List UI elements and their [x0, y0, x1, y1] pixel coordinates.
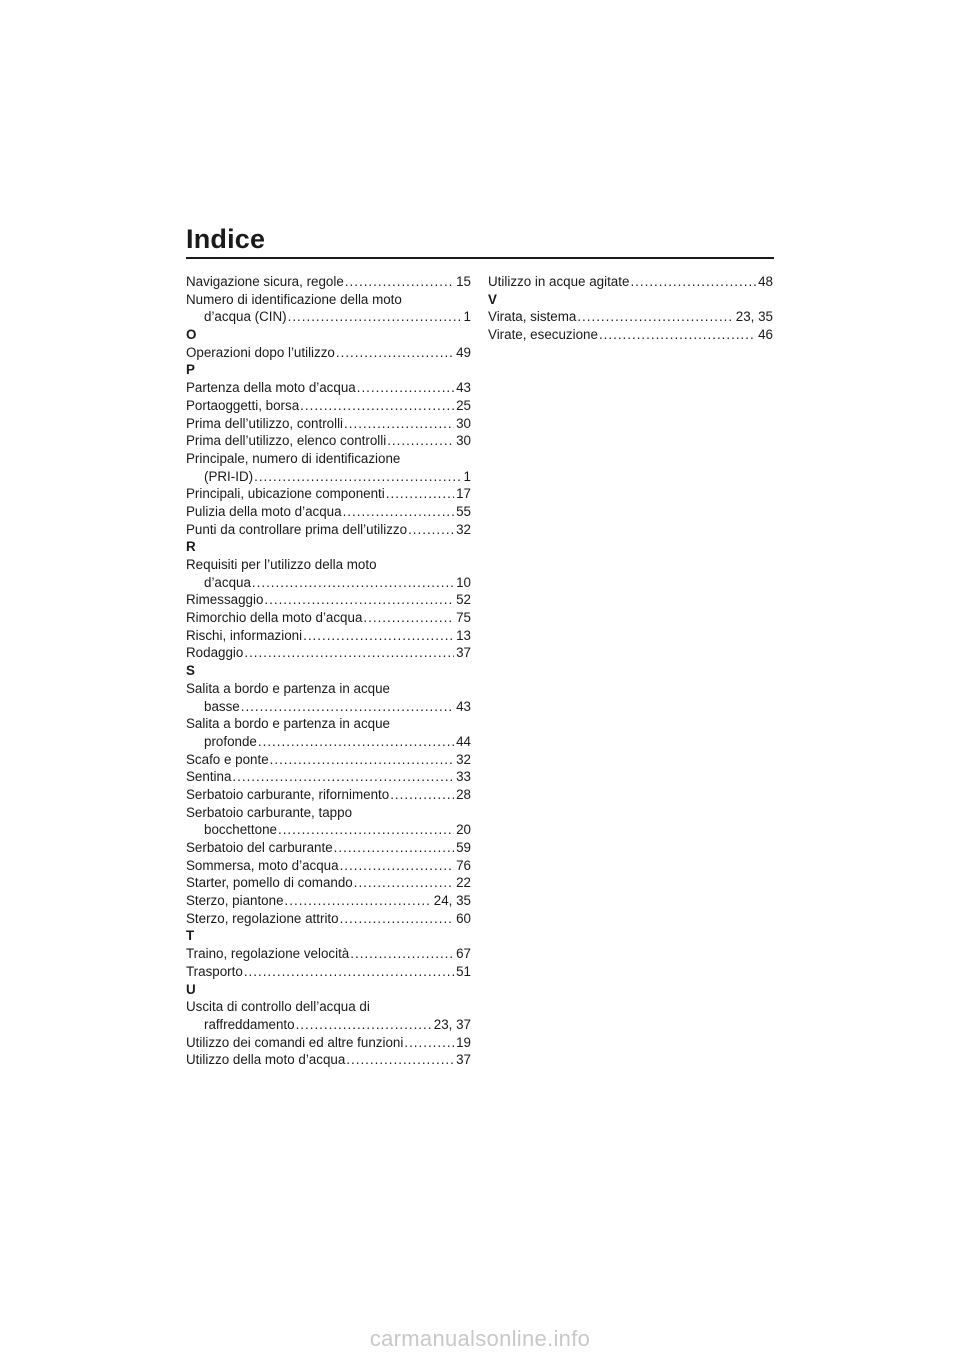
index-entry	[186, 627, 471, 645]
dot-leader	[244, 644, 454, 662]
index-entry-text: Sterzo, regolazione attrito	[186, 910, 339, 926]
index-entry	[186, 609, 471, 627]
index-entry-text: Salita a bordo e partenza in acque	[186, 716, 390, 732]
index-letter-t: T	[186, 928, 195, 944]
index-entry-text: Partenza della moto d’acqua	[186, 380, 356, 396]
dot-leader	[404, 1034, 454, 1052]
page-number: 1	[463, 309, 471, 325]
page-number: 23, 35	[735, 309, 773, 325]
index-entry-text: Rimessaggio	[186, 592, 264, 608]
title-rule	[186, 257, 774, 259]
index-letter-v: V	[488, 291, 497, 307]
index-entry	[186, 591, 471, 609]
index-entry	[186, 521, 471, 539]
dot-leader	[340, 910, 455, 928]
index-entry	[186, 415, 471, 433]
index-entry-text: raffreddamento	[204, 1016, 295, 1032]
index-entry	[186, 397, 471, 415]
page-number: 52	[456, 592, 471, 608]
index-entry	[186, 768, 471, 786]
page-number: 10	[456, 574, 471, 590]
index-entry	[186, 379, 471, 397]
index-entry	[186, 874, 471, 892]
page-number: 48	[758, 274, 773, 289]
index-entry	[186, 839, 471, 857]
dot-leader	[350, 945, 454, 963]
index-entry-text: Utilizzo dei comandi ed altre funzioni	[186, 1034, 404, 1050]
page-number: 44	[456, 733, 471, 749]
index-entry	[186, 432, 471, 450]
page-number: 59	[456, 840, 471, 855]
dot-leader	[241, 698, 454, 716]
index-entry	[186, 1051, 471, 1069]
dot-leader	[258, 733, 454, 751]
index-entry	[186, 857, 471, 875]
index-entry-text: Serbatoio carburante, tappo	[186, 804, 353, 820]
index-entry	[488, 273, 773, 291]
page-number: 55	[456, 503, 471, 519]
index-entry	[186, 892, 471, 910]
index-entry-text: Utilizzo in acque agitate	[488, 274, 630, 289]
page-number: 60	[456, 910, 471, 926]
dot-leader	[363, 609, 454, 627]
index-entry-text: Operazioni dopo l’utilizzo	[186, 344, 335, 360]
dot-leader	[386, 485, 454, 503]
index-entry-text: Prima dell’utilizzo, elenco controlli	[186, 433, 387, 449]
dot-leader	[577, 308, 733, 326]
dot-leader	[408, 521, 454, 539]
index-entry	[186, 291, 471, 326]
index-entry-text: basse	[204, 698, 240, 714]
dot-leader	[252, 574, 454, 592]
index-entry	[186, 1034, 471, 1052]
index-entry-text: Navigazione sicura, regole	[186, 274, 344, 289]
dot-leader	[300, 397, 454, 415]
page-number: 76	[456, 857, 471, 873]
index-entry-text: Utilizzo della moto d’acqua	[186, 1052, 346, 1068]
index-entry-text: Sommersa, moto d’acqua	[186, 857, 339, 873]
dot-leader	[390, 786, 454, 804]
page-number: 24, 35	[433, 893, 471, 909]
page-number: 51	[456, 963, 471, 979]
dot-leader	[599, 326, 756, 344]
dot-leader	[296, 1016, 432, 1034]
index-letter-p: P	[186, 362, 195, 378]
index-entry	[488, 308, 773, 326]
page-number: 67	[456, 946, 471, 962]
page-title: Indice	[186, 224, 266, 254]
index-entry-text: Rischi, informazioni	[186, 627, 303, 643]
dot-leader	[334, 839, 454, 857]
dot-leader	[288, 308, 462, 326]
dot-leader	[270, 751, 454, 769]
page-number: 32	[456, 521, 471, 537]
index-entry	[186, 503, 471, 521]
index-entry-text: Virata, sistema	[488, 309, 577, 325]
index-entry-text: Starter, pomello di comando	[186, 875, 353, 891]
index-entry-text: Virate, esecuzione	[488, 327, 598, 343]
dot-leader	[278, 821, 454, 839]
dot-leader	[303, 627, 454, 645]
page-number: 17	[456, 486, 471, 502]
index-letter-s: S	[186, 663, 195, 679]
page-number: 15	[456, 274, 471, 289]
dot-leader	[346, 1051, 454, 1069]
index-entry-text: Serbatoio del carburante	[186, 840, 333, 855]
index-entry-text: Uscita di controllo dell’acqua di	[186, 999, 370, 1015]
index-entry	[488, 326, 773, 344]
page-number: 13	[456, 627, 471, 643]
index-entry-text: Principali, ubicazione componenti	[186, 486, 385, 502]
dot-leader	[354, 874, 454, 892]
dot-leader	[232, 768, 454, 786]
index-entry-text: Requisiti per l’utilizzo della moto	[186, 557, 377, 572]
index-entry-text: bocchettone	[204, 822, 277, 838]
index-entry-text: Principale, numero di identificazione	[186, 450, 401, 466]
dot-leader	[264, 591, 454, 609]
page-number: 28	[456, 786, 471, 802]
dot-leader	[244, 963, 454, 981]
index-entry	[186, 450, 471, 485]
index-entry-text: Rimorchio della moto d’acqua	[186, 610, 363, 626]
index-entry	[186, 998, 471, 1033]
index-entry	[186, 556, 471, 591]
index-entry	[186, 644, 471, 662]
dot-leader	[630, 273, 756, 291]
page-number: 1	[463, 468, 471, 484]
page-number: 37	[456, 645, 471, 661]
index-letter-u: U	[186, 981, 196, 997]
index-entry	[186, 344, 471, 362]
dot-leader	[343, 503, 455, 521]
index-entry-text: (PRI-ID)	[204, 468, 254, 484]
index-entry-text: Sterzo, piantone	[186, 893, 284, 909]
index-column-left	[186, 273, 471, 1069]
page-number: 75	[456, 610, 471, 626]
index-entry-text: Pulizia della moto d’acqua	[186, 503, 342, 519]
index-entry	[186, 751, 471, 769]
dot-leader	[387, 432, 454, 450]
dot-leader	[336, 344, 454, 362]
index-entry	[186, 680, 471, 715]
page-number: 46	[758, 327, 773, 343]
index-entry-text: Punti da controllare prima dell’utilizzo	[186, 521, 408, 537]
watermark: carmanualsonline.info	[369, 1326, 591, 1351]
index-entry-text: Rodaggio	[186, 645, 244, 661]
index-entry	[186, 945, 471, 963]
page-number: 30	[456, 433, 471, 449]
page-number: 23, 37	[433, 1016, 471, 1032]
page-number: 49	[456, 344, 471, 360]
index-letter-r: R	[186, 539, 196, 555]
dot-leader	[285, 892, 432, 910]
index-entry	[186, 910, 471, 928]
index-entry	[186, 963, 471, 981]
index-entry-text: Numero di identificazione della moto	[186, 291, 402, 307]
dot-leader	[340, 857, 455, 875]
dot-leader	[357, 379, 454, 397]
index-entry-text: d’acqua (CIN)	[204, 309, 287, 325]
index-entry	[186, 715, 471, 750]
page-number: 22	[456, 875, 471, 891]
page-number: 32	[456, 751, 471, 767]
dot-leader	[254, 468, 461, 486]
index-entry-text: Trasporto	[186, 963, 243, 979]
page-number: 37	[456, 1052, 471, 1068]
page-number: 30	[456, 415, 471, 431]
index-entry-text: Serbatoio carburante, rifornimento	[186, 786, 390, 802]
index-entry-text: Traino, regolazione velocità	[186, 946, 350, 962]
page-number: 33	[456, 769, 471, 785]
index-column-right	[488, 273, 773, 344]
index-entry	[186, 804, 471, 839]
page-number: 20	[456, 822, 471, 838]
page-number: 43	[456, 380, 471, 396]
index-entry-text: Sentina	[186, 769, 232, 785]
page-number: 43	[456, 698, 471, 714]
index-entry-text: profonde	[204, 733, 257, 749]
index-entry	[186, 485, 471, 503]
dot-leader	[344, 415, 454, 433]
page-number: 25	[456, 397, 471, 413]
index-letter-o: O	[186, 327, 197, 343]
index-entry-text: Portaoggetti, borsa	[186, 397, 300, 413]
index-entry-text: Salita a bordo e partenza in acque	[186, 680, 390, 696]
index-entry-text: d’acqua	[204, 574, 251, 590]
index-entry-text: Prima dell’utilizzo, controlli	[186, 415, 344, 431]
index-entry	[186, 786, 471, 804]
index-entry-text: Scafo e ponte	[186, 751, 269, 767]
dot-leader	[345, 273, 454, 291]
index-entry	[186, 273, 471, 291]
page-number: 19	[456, 1034, 471, 1050]
